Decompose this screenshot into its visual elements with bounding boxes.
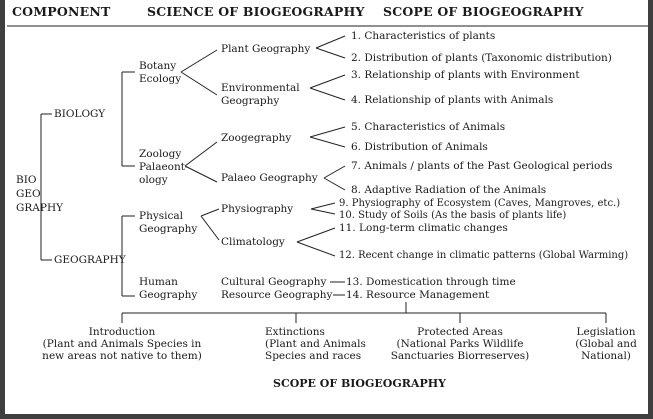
root-label-graphy: GRAPHY (16, 202, 64, 214)
scope-item-14: 14. Resource Management (346, 289, 490, 301)
subject-botany: Botany (139, 60, 177, 72)
footer-title: SCOPE OF BIOGEOGRAPHY (273, 377, 446, 390)
bottom-protected-areas-title: Protected Areas (417, 326, 503, 338)
science-palaeo-geography: Palaeo Geography (221, 172, 318, 184)
science-climatology: Climatology (221, 236, 285, 248)
subject-physical: Physical (139, 210, 184, 222)
subject-palaeontology-2: ology (139, 174, 168, 186)
scope-item-11: 11. Long-term climatic changes (339, 222, 508, 234)
scope-item-8: 8. Adaptive Radiation of the Animals (351, 184, 547, 196)
header-scope: SCOPE OF BIOGEOGRAPHY (383, 4, 584, 19)
scope-item-9: 9. Physiography of Ecosystem (Caves, Mangroves, etc.) (339, 198, 621, 209)
root-label-geo: GEO (16, 188, 41, 200)
subject-zoology: Zoology (139, 148, 182, 160)
science-zoogeography: Zoogegraphy (221, 132, 292, 144)
science-environmental: Environmental (221, 82, 300, 94)
root-label-bio: BIO (16, 174, 37, 186)
scope-item-10: 10. Study of Soils (As the basis of plants life) (339, 210, 567, 221)
bottom-extinctions (265, 326, 366, 362)
science-plant-geography: Plant Geography (221, 43, 311, 55)
bottom-introduction-title: Introduction (88, 326, 156, 338)
scope-item-13: 13. Domestication through time (346, 276, 516, 288)
science-environmental-geography: Geography (221, 95, 280, 107)
subject-human: Human (139, 276, 178, 288)
bottom-introduction-line-2: (Plant and Animals Species in (42, 338, 202, 350)
header-component: COMPONENT (12, 4, 111, 19)
bottom-extinctions-line-3: Species and races (265, 350, 362, 362)
bottom-legislation-title: Legislation (576, 326, 636, 338)
branch-geography: GEOGRAPHY (54, 254, 126, 266)
bottom-legislation-line-2: (Global and (575, 338, 637, 350)
bottom-legislation-line-3: National) (581, 350, 631, 362)
bottom-extinctions-line-2: (Plant and Animals (265, 338, 366, 350)
subject-human-geography: Geography (139, 289, 198, 301)
scope-item-1: 1. Characteristics of plants (351, 30, 496, 42)
scope-item-5: 5. Characteristics of Animals (351, 121, 506, 133)
branch-biology: BIOLOGY (54, 108, 106, 120)
scope-item-4: 4. Relationship of plants with Animals (351, 94, 554, 106)
bottom-protected-areas-line-3: Sanctuaries Biorreserves) (390, 350, 530, 362)
bottom-extinctions-title: Extinctions (265, 326, 325, 338)
bottom-legislation (575, 326, 637, 362)
science-physiography: Physiography (221, 203, 294, 215)
scope-item-12: 12. Recent change in climatic patterns (Global Warming) (339, 250, 629, 261)
scope-item-2: 2. Distribution of plants (Taxonomic distribution) (351, 52, 612, 64)
subject-palaeontology-1: Palaeont- (139, 161, 189, 173)
header-science: SCIENCE OF BIOGEOGRAPHY (147, 4, 365, 19)
scope-item-3: 3. Relationship of plants with Environment (351, 69, 580, 81)
scope-item-6: 6. Distribution of Animals (351, 141, 488, 153)
science-resource-geography: Resource Geography (221, 289, 333, 301)
bottom-protected-areas (391, 326, 530, 362)
bottom-introduction (42, 326, 202, 362)
science-cultural-geography: Cultural Geography (221, 276, 327, 288)
scope-item-7: 7. Animals / plants of the Past Geological periods (351, 160, 613, 172)
bottom-protected-areas-line-2: (National Parks Wildlife (396, 338, 524, 350)
subject-ecology: Ecology (139, 73, 182, 85)
subject-physical-geography: Geography (139, 223, 198, 235)
bottom-introduction-line-3: new areas not native to them) (42, 350, 202, 362)
